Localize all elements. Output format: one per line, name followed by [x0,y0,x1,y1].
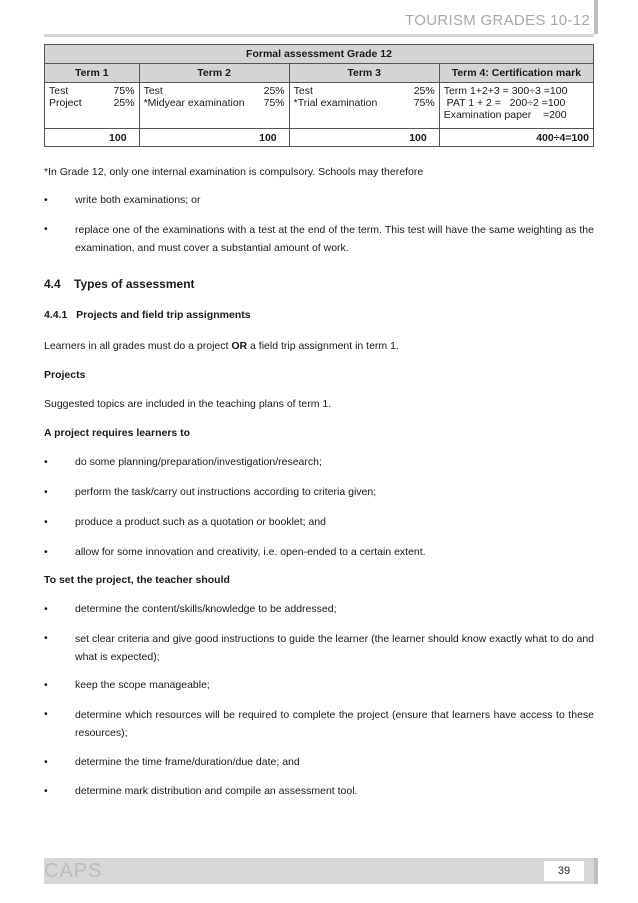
footer-label: CAPS [44,860,103,882]
cell-label: *Midyear examination [143,97,245,109]
column-header: Term 3 [289,64,439,83]
list-item-text: perform the task/carry out instructions according to criteria given; [75,486,377,498]
list-item-text: determine which resources will be required to complete the project (ensure that learners have access to these resources); [75,709,594,739]
cell-label: Test [143,85,163,97]
list-item-text: determine the content/skills/knowledge to be addressed; [75,603,337,615]
column-header: Term 2 [139,64,289,83]
list-item-text: produce a product such as a quotation or booklet; and [75,516,327,528]
term4-total: 400÷4=100 [439,129,593,147]
section-heading [44,276,594,292]
list-item-text: allow for some innovation and creativity, i.e. open-ended to a certain extent. [75,546,426,558]
cert-line: Term 1+2+3 = 300÷3 =100 [443,85,568,97]
page-footer [44,858,594,884]
intro-text: Learners in all grades must do a project [44,340,232,352]
list-item-text: determine the time frame/duration/due date; and [75,756,300,768]
page-number: 39 [544,861,584,881]
projects-heading: Projects [44,369,86,381]
cert-line: Examination paper =200 [443,109,567,121]
cell-label: *Trial examination [293,97,378,109]
cell-value: 75% [413,97,435,109]
bullet-glyph: • [44,632,48,644]
cell-value: 25% [413,85,435,97]
projects-text: Suggested topics are included in the teaching plans of term 1. [44,398,332,410]
bullet-glyph: • [44,603,48,615]
bullet-glyph: • [44,516,48,528]
exam-note: *In Grade 12, only one internal examination is compulsory. Schools may therefore [44,166,424,178]
requires-heading: A project requires learners to [44,427,191,439]
column-header: Term 4: Certification mark [439,64,593,83]
list-item-text: set clear criteria and give good instructions to guide the learner (the learner should know exactly what to do and what is expected); [75,633,594,663]
term2-cell [139,83,289,129]
header-accent [594,0,598,34]
intro-paragraph [44,338,594,354]
section-title: Types of assessment [74,277,195,291]
cell-label: Project [49,97,82,109]
bullet-glyph: • [44,756,48,768]
intro-text: a field trip assignment in term 1. [247,340,399,352]
page-header [44,0,594,37]
cell-value: 25% [113,97,135,109]
cert-line: PAT 1 + 2 = 200÷2 =100 [443,97,566,109]
bullet-glyph: • [44,223,48,235]
footer-accent [594,858,598,884]
bullet-glyph: • [44,679,48,691]
list-item-text: write both examinations; or [75,194,201,206]
term2-total: 100 [139,129,289,147]
list-item-text: do some planning/preparation/investigation/research; [75,456,322,468]
list-item-text: keep the scope manageable; [75,679,210,691]
section-number: 4.4 [44,277,61,291]
column-header: Term 1 [45,64,140,83]
bullet-glyph: • [44,708,48,720]
teacher-heading: To set the project, the teacher should [44,574,230,586]
bullet-glyph: • [44,194,48,206]
table-caption: Formal assessment Grade 12 [45,45,594,64]
term3-total: 100 [289,129,439,147]
header-title: TOURISM GRADES 10-12 [405,12,590,29]
term1-total: 100 [45,129,140,147]
cell-label: Test [293,85,313,97]
list-item-text: determine mark distribution and compile an assessment tool. [75,785,358,797]
term1-cell [45,83,140,129]
intro-emphasis: OR [231,340,248,352]
bullet-glyph: • [44,486,48,498]
cell-value: 75% [113,85,135,97]
cell-value: 75% [263,97,285,109]
term4-cell [439,83,593,129]
bullet-glyph: • [44,546,48,558]
cell-value: 25% [263,85,285,97]
bullet-glyph: • [44,785,48,797]
bullet-glyph: • [44,456,48,468]
term3-cell [289,83,439,129]
cell-label: Test [49,85,69,97]
assessment-table [44,44,594,147]
subsection-heading: 4.4.1 Projects and field trip assignments [44,309,251,321]
list-item-text: replace one of the examinations with a test at the end of the term. This test will have the same weighting as the examination, and must cover a substantial amount of work. [75,224,594,254]
